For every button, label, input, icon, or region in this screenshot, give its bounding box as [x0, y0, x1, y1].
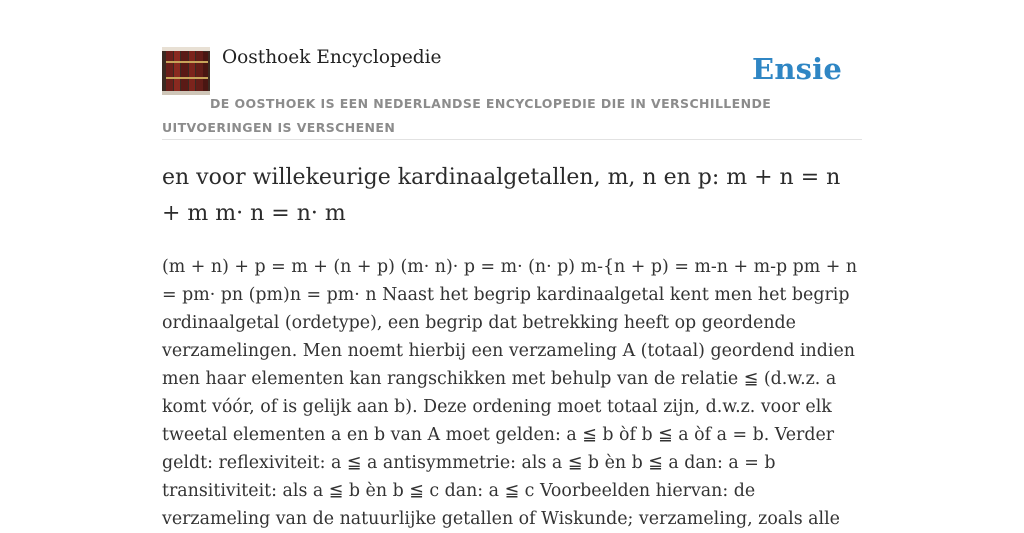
article-body: (m + n) + p = m + (n + p) (m· n)· p = m· (n· p) m-{n + p) = m-n + m-p pm + n = pm· pn (pm)n = pm· n Naast het begrip kardinaalgetal kent men het begrip ordinaalgetal (ordetype), een begrip dat betrekking heeft op geordende verzamelingen. Men noemt hierbij een verzameling A (totaal) geordend indien men haar elementen kan rangschikken met behulp van de relatie ≦ (d.w.z. a komt vóór, of is gelijk aan b). Deze ordening moet totaal zijn, d.w.z. voor elk tweetal elementen a en b van A moet gelden: a ≦ b òf b ≦ a òf a = b. Verder geldt: reflexiviteit: a ≦ a antisymmetrie: als a ≦ b èn b ≦ a dan: a = b transitiviteit: als a ≦ b èn b ≦ c dan: a ≦ c Voorbeelden hiervan: de verzameling van de natuurlijke getallen of Wiskunde; verzameling, zoals alle [162, 257, 858, 529]
book-spines-icon [162, 47, 210, 95]
brand-logo[interactable]: Ensie [752, 52, 842, 86]
article-title: en voor willekeurige kardinaalgetallen, m, n en p: m + n = n + m m· n = n· m [162, 165, 841, 226]
header-divider [162, 139, 862, 140]
site-avatar[interactable] [162, 47, 210, 95]
site-tagline: DE OOSTHOEK IS EEN NEDERLANDSE ENCYCLOPEDIE DIE IN VERSCHILLENDE UITVOERINGEN IS VERSCHENEN [162, 96, 772, 135]
site-name[interactable]: Oosthoek Encyclopedie [222, 47, 442, 68]
